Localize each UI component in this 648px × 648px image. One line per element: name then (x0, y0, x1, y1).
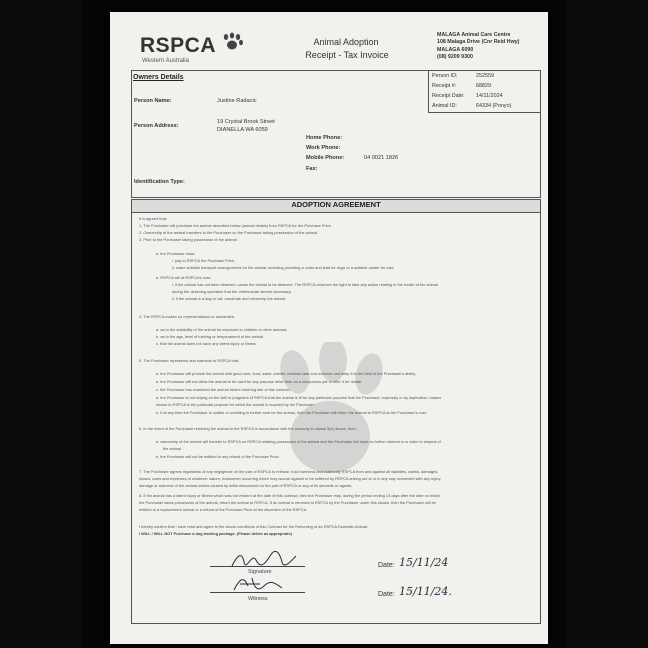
clause-line: b. the Purchaser will not be entitled to any refund of the Purchase Price. (156, 454, 280, 459)
witness-date-value: 15/11/24. (399, 585, 452, 598)
photo-background-left (0, 0, 82, 648)
receipt-date-value: 14/11/2024 (476, 93, 503, 99)
clause-line: I hereby confirm that I have read and agree to the above conditions of this Contract for the Rehoming of an RSPCA Domestic Animal. (139, 524, 369, 529)
mobile-phone-label: Mobile Phone: (306, 155, 345, 161)
clause-line: 3. Prior to the Purchaser taking possession of the animal: (139, 237, 238, 242)
logo-subtitle: Western Australia (142, 58, 189, 64)
clause-line: It is agreed that: (139, 216, 167, 221)
clause-line: e. if at any time the Purchaser is unable or unwilling to further care for the animal, then the Purchaser will return the animal to RSPCA at the Purchaser's cost. (156, 410, 427, 415)
clause-line: the animal. (163, 446, 183, 451)
document-title: Animal Adoption (313, 37, 379, 47)
identification-type-label: Identification Type: (134, 179, 185, 185)
address-line-1: 19 Crystal Brook Street (217, 119, 275, 125)
clause-line: a. the Purchaser will provide the animal with good care, food, water, shelter, medical care and exercise and keep it to the best of the Purchaser's ability. (156, 371, 416, 376)
receipt-date-label: Receipt Date: (432, 93, 465, 99)
clause-line: I WILL / WILL NOT Purchase a dog training package. (Please delete as appropriate) (139, 531, 292, 536)
clause-line: ii. if the animal is a dog or cat, vaccinate and microchip the animal. (172, 296, 287, 301)
clause-line: c. the Purchaser has examined the animal before entering into of this contract. (156, 387, 291, 392)
clause-line: d. the Purchaser is not relying on the skill or judgment of RSPCA that the animal is fit for any particular purpose that the Purchaser, expressly or by implication, makes (156, 395, 442, 400)
centre-name: MALAGA Animal Care Centre (437, 32, 511, 38)
clause-line: 6. In the event of the Purchaser returning the animal to the RSPCA in accordance with the warranty in clause 5(e) above, then: (139, 426, 357, 431)
clause-line: 5. The Purchaser represents and warrants to RSPCA that: (139, 358, 240, 363)
care-centre-address (437, 32, 519, 61)
animal-id-label: Animal ID: (432, 103, 457, 109)
clause-line: c. that the animal does not have any latent injury or illness. (156, 341, 257, 346)
clause-line: 4. The RSPCA makes no representations or warranties: (139, 314, 235, 319)
document-subtitle: Receipt - Tax Invoice (305, 50, 389, 60)
clause-line: 2. Ownership of the animal transfers to the Purchaser on the Purchaser taking possession of the animal. (139, 230, 319, 235)
clause-line: i. pay to RSPCA the Purchase Price; (172, 258, 235, 263)
mobile-phone-value: 04 0021 1826 (364, 155, 399, 161)
signature-line (210, 566, 305, 567)
centre-street: 108 Malaga Drive (Cnr Reid Hwy) (437, 39, 520, 46)
date-label: Date: (378, 591, 395, 598)
clause-line: a. as to the suitability of the animal for exposure to children or other animals. (156, 327, 288, 332)
clause-line: known to RSPCA is the particular purpose for which the animal is required by the Purchaser. (156, 402, 315, 407)
clause-line: b. the Purchaser will not allow the animal to be used for any purpose other than as a companion pet or offer it for resale. (156, 379, 363, 384)
witness-line (210, 592, 305, 593)
clause-line: b. as to the age, level of training or temperament of the animal. (156, 334, 265, 339)
clause-line: ii. make suitable transport arrangements for the animal, including providing a collar and lead for dogs or a suitable carrier for cats. (172, 265, 395, 270)
photo-background-right (566, 0, 648, 648)
receipt-number-label: Receipt #: (432, 83, 457, 89)
clause-line: i. if the animal has not been desexed, cause the animal to be desexed. The RSPCA reserves the right to take any action relating to the health of the animal (172, 282, 438, 287)
adoption-receipt-document (110, 12, 548, 644)
work-phone-label: Work Phone: (306, 145, 341, 151)
clause-line: 1. The Purchaser will purchase the animal described below (animal details) from RSPCA for the Purchase Price. (139, 223, 332, 228)
signature-date-value: 15/11/24 (399, 556, 449, 569)
fax-label: Fax: (306, 166, 318, 172)
clause-line: a. the Purchaser must: (156, 251, 196, 256)
centre-phone: (08) 9209 9300 (437, 53, 473, 60)
clause-line: 7. The Purchaser agrees regardless of any negligence on the part of RSPCA to release, hold harmless and indemnify RSPCA from and against all liabilities, claims, damages, (139, 469, 439, 474)
person-address-label: Person Address: (134, 123, 179, 129)
person-id-label: Person ID: (432, 73, 458, 79)
clause-line: a. ownership of the animal will transfer to RSPCA on RSPCA retaking possession of the animal and the Purchaser will have no further interest in or claim in respect of (156, 439, 441, 444)
agreement-title: ADOPTION AGREEMENT (291, 200, 381, 209)
clause-line: b. RSPCA will at RSPCA's cost: (156, 275, 211, 280)
clause-line: losses, costs and expenses of whatever nature, howsoever occurring which may accrue against or be suffered by RSPCA arising out of or in any way connected with any injury, (139, 476, 442, 481)
clause-line: the Purchaser takes possession of the animal, return the animal to RSPCA. If an animal is returned to RSPCA by the Purchaser under this clause, then the Purchaser will be (139, 500, 436, 505)
animal-id-value: 64334 (Ponyo) (476, 103, 512, 109)
address-line-2: DIANELLA WA 6059 (217, 127, 268, 133)
rspca-logo: RSPCA (140, 34, 217, 57)
clause-line: entitled to a replacement animal or a refund of the Purchase Price at the discretion of the RSPCA. (139, 507, 308, 512)
person-name-label: Person Name: (134, 98, 172, 104)
centre-suburb: MALAGA 6090 (437, 46, 474, 53)
witness-label: Witness (248, 596, 268, 602)
paw-print-icon (220, 32, 244, 57)
date-label: Date: (378, 562, 395, 569)
signature-label: Signature (248, 569, 272, 575)
owner-details-heading: Owners Details (133, 74, 184, 81)
home-phone-label: Home Phone: (306, 135, 343, 141)
clause-line: damage or sickness of the animal unless caused by wilful misconduct on the part of RSPCA or any of its servants or agents. (139, 483, 353, 488)
clause-line: during the desexing operation that the Veterinarian deems necessary. (172, 289, 292, 294)
person-id-value: 252559 (476, 73, 494, 79)
person-name-value: Justine Radacic (217, 98, 257, 104)
receipt-number-value: 68829 (476, 83, 491, 89)
clause-line: 8. If the animal has a latent injury or illness which was not evident at the date of this contract, then the Purchaser may, during the period ending 14 days after the date on which (139, 493, 440, 498)
